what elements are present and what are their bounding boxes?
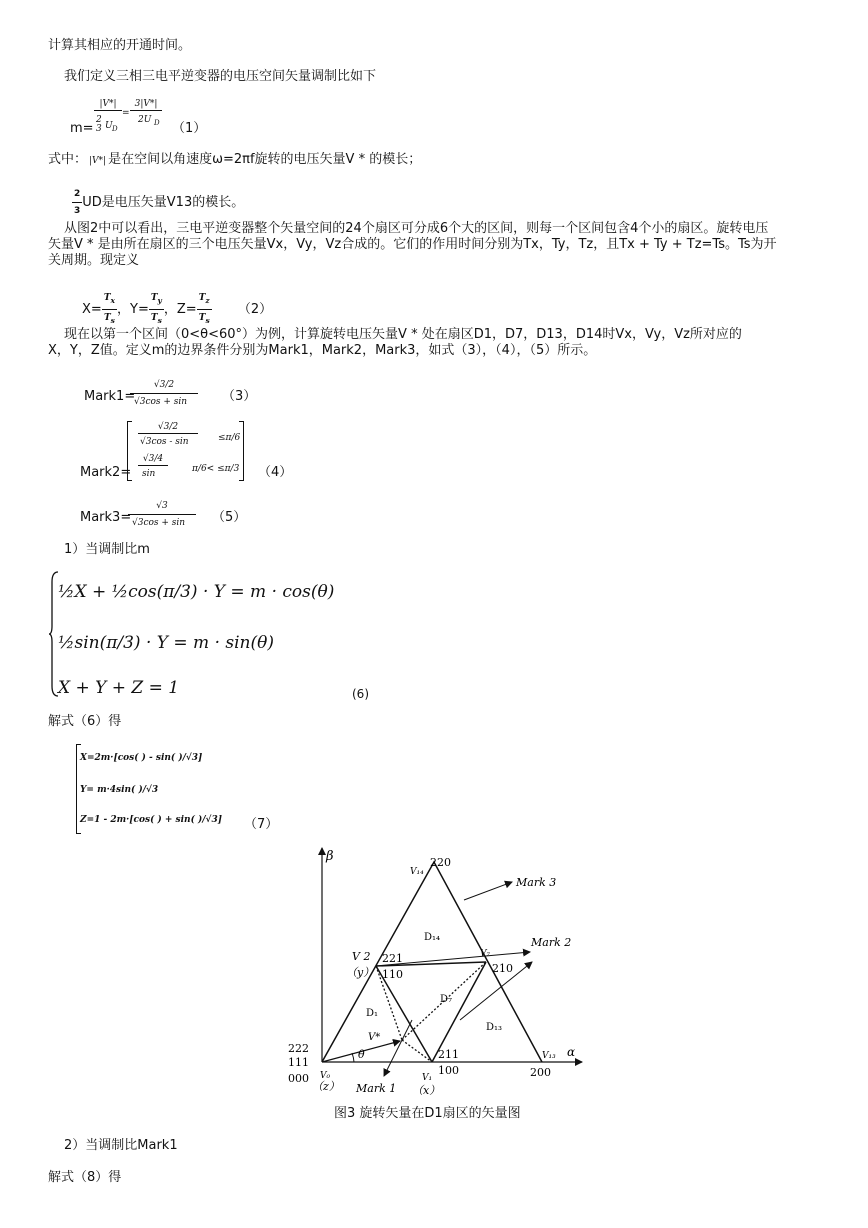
zfrac-num-sub: z (205, 295, 210, 305)
zfrac-den-sub: s (205, 315, 210, 325)
x-label: （x） (412, 1084, 441, 1097)
paragraph-where (48, 152, 421, 169)
equation-4-r2cond: π/6< ≤π/3 (192, 464, 240, 474)
equation-1-den1b: 3 (96, 124, 102, 134)
v13-label: V₁₃ (542, 1051, 556, 1061)
paragraph-first-interval-line1: 现在以第一个区间（0<θ<60°）为例，计算旋转电压矢量V * 处在扇区D1，D7，D13，D14时Vx，Vy，Vz所对应的 (64, 327, 742, 342)
paragraph-solve6: 解式（6）得 (48, 714, 122, 729)
equation-2-yfrac (149, 290, 164, 329)
equation-3-lhs: Mark1= (84, 389, 136, 404)
v1-label: V₁ (422, 1073, 433, 1083)
where-prefix: 式中： (48, 152, 88, 167)
paragraph-case1: 1）当调制比m (64, 542, 150, 557)
dotted-line-2 (402, 1040, 432, 1062)
two-thirds-fraction (72, 186, 82, 219)
equation-6-label: (6) (352, 687, 369, 701)
figure-caption: 图3 旋转矢量在D1扇区的矢量图 (334, 1106, 521, 1121)
equation-7-label: （7） (244, 817, 279, 832)
y-label: （y） (346, 966, 375, 979)
d7-label: D₇ (440, 994, 453, 1005)
mark3-label: Mark 3 (516, 876, 557, 889)
v0-label: V₀ (320, 1071, 331, 1081)
equation-6-row3: X + Y + Z = 1 (58, 678, 180, 698)
alpha-label: α (567, 1045, 576, 1059)
paragraph-sectors-line3: 关周期。现定义 (48, 253, 140, 268)
v14-label: V₁₄ (410, 867, 424, 877)
equation-7-row2: Y= m·4sin( )/√3 (80, 785, 159, 795)
yfrac-den: T (150, 312, 158, 323)
zfrac-den: T (198, 312, 206, 323)
d14-label: D₁₄ (424, 932, 441, 943)
theta-label: θ (358, 1048, 365, 1061)
label-100: 100 (438, 1064, 459, 1077)
v13-text: UD是电压矢量V13的模长。 (82, 195, 245, 210)
equation-1-den1a: 2 (96, 115, 102, 125)
where-vstar-magnitude: |V*| (89, 156, 107, 166)
d1-label: D₁ (366, 1008, 379, 1019)
mark2-label: Mark 2 (531, 936, 572, 949)
mark3-arrow (464, 882, 512, 900)
equation-4-left-brace (127, 421, 132, 481)
equation-4-r1cond: ≤π/6 (218, 433, 241, 443)
xfrac-den: T (103, 312, 111, 323)
equation-5-num: √3 (128, 498, 196, 515)
equation-2-xfrac (102, 290, 117, 329)
equation-2-y: ，Y= (117, 301, 149, 317)
equation-2-zfrac (197, 290, 212, 329)
xfrac-den-sub: s (110, 315, 115, 325)
equation-1-num1: |V*| (94, 99, 122, 111)
label-210: 210 (492, 962, 513, 975)
label-220: 220 (430, 856, 451, 869)
equation-1-lhs: m= (70, 121, 94, 136)
yfrac-num: T (150, 293, 158, 303)
equation-2 (82, 290, 272, 329)
paragraph-v13 (72, 186, 244, 219)
beta-label: β (326, 849, 334, 864)
yfrac-den-sub: s (157, 315, 162, 325)
xfrac-num: T (103, 293, 111, 303)
equation-5-lhs: Mark3= (80, 510, 132, 525)
equation-6-row1: ½X + ½cos(π/3) · Y = m · cos(θ) (58, 582, 335, 602)
paragraph-solve8: 解式（8）得 (48, 1170, 122, 1185)
z-label: （z） (312, 1080, 340, 1093)
xfrac-num-sub: x (110, 295, 115, 305)
equation-1-label: （1） (172, 121, 207, 136)
equation-2-x: X= (82, 301, 102, 317)
label-110: 110 (382, 968, 403, 981)
equation-1-den1c: U (105, 121, 113, 131)
label-000: 000 (288, 1072, 309, 1085)
label-222: 222 (288, 1042, 309, 1055)
equation-2-z: ，Z= (163, 301, 197, 317)
two-thirds-den: 3 (74, 206, 81, 216)
equation-1-den1sub: D (112, 125, 118, 133)
two-thirds-num: 2 (72, 186, 82, 203)
mark1-label: Mark 1 (356, 1082, 397, 1095)
label-111: 111 (288, 1056, 309, 1069)
equation-4-lhs: Mark2= (80, 465, 132, 480)
equation-4-r1den: √3cos - sin (140, 437, 189, 447)
equation-3-label: （3） (222, 389, 257, 404)
equation-1-den2sub: D (154, 119, 160, 127)
paragraph-sectors-line2: 矢量V * 是由所在扇区的三个电压矢量Vx，Vy，Vz合成的。它们的作用时间分别为Tx，Ty，Tz，且Tx + Ty + Tz=Ts。Ts为开 (48, 237, 777, 252)
label-211: 211 (438, 1048, 459, 1061)
equation-4-r2den: sin (142, 469, 156, 479)
label-221: 221 (382, 952, 403, 965)
paragraph-case2: 2）当调制比Mark1 (64, 1138, 178, 1153)
yfrac-num-sub: y (157, 295, 162, 305)
equation-7-row1: X=2m·[cos( ) - sin( )/√3] (80, 753, 203, 763)
equation-5-label: （5） (212, 510, 247, 525)
equation-6-row2: ½sin(π/3) · Y = m · sin(θ) (58, 633, 274, 653)
paragraph-sectors-line1: 从图2中可以看出，三电平逆变器整个矢量空间的24个扇区可分成6个大的区间，则每一个区间包含4个小的扇区。旋转电压 (64, 221, 769, 236)
v7-label: V₇ (480, 949, 491, 959)
theta-arc (352, 1053, 354, 1062)
where-rest: 是在空间以角速度ω=2πf旋转的电压矢量V * 的模长； (108, 152, 422, 167)
v2-label: V 2 (352, 950, 371, 963)
equation-3-den: √3cos + sin (134, 397, 188, 407)
equation-3-num: √3/2 (130, 377, 198, 394)
equation-1-equals: = (122, 108, 130, 118)
paragraph-intro: 计算其相应的开通时间。 (48, 38, 192, 53)
mark1-arrow (384, 1020, 412, 1076)
paragraph-first-interval-line2: X，Y，Z值。定义m的边界条件分别为Mark1，Mark2，Mark3，如式（3），（4），（5）所示。 (48, 343, 597, 358)
equation-2-label: （2） (237, 301, 273, 317)
vector-diagram-figure (270, 838, 600, 1100)
paragraph-definition: 我们定义三相三电平逆变器的电压空间矢量调制比如下 (64, 69, 377, 84)
equation-4-r2num: √3/4 (138, 453, 168, 466)
equation-7-row3: Z=1 - 2m·[cos( ) + sin( )/√3] (80, 815, 222, 825)
d13-label: D₁₃ (486, 1022, 503, 1033)
equation-4-label: （4） (258, 465, 293, 480)
zfrac-num: T (198, 293, 206, 303)
equation-1-den2: 2U (138, 115, 152, 125)
equation-5-den: √3cos + sin (132, 518, 186, 528)
equation-1-num2: 3|V*| (130, 99, 162, 111)
inner-line-right (432, 962, 486, 1062)
equation-4-r1num: √3/2 (138, 421, 198, 434)
vstar-label: V* (368, 1032, 381, 1043)
label-200: 200 (530, 1066, 551, 1079)
